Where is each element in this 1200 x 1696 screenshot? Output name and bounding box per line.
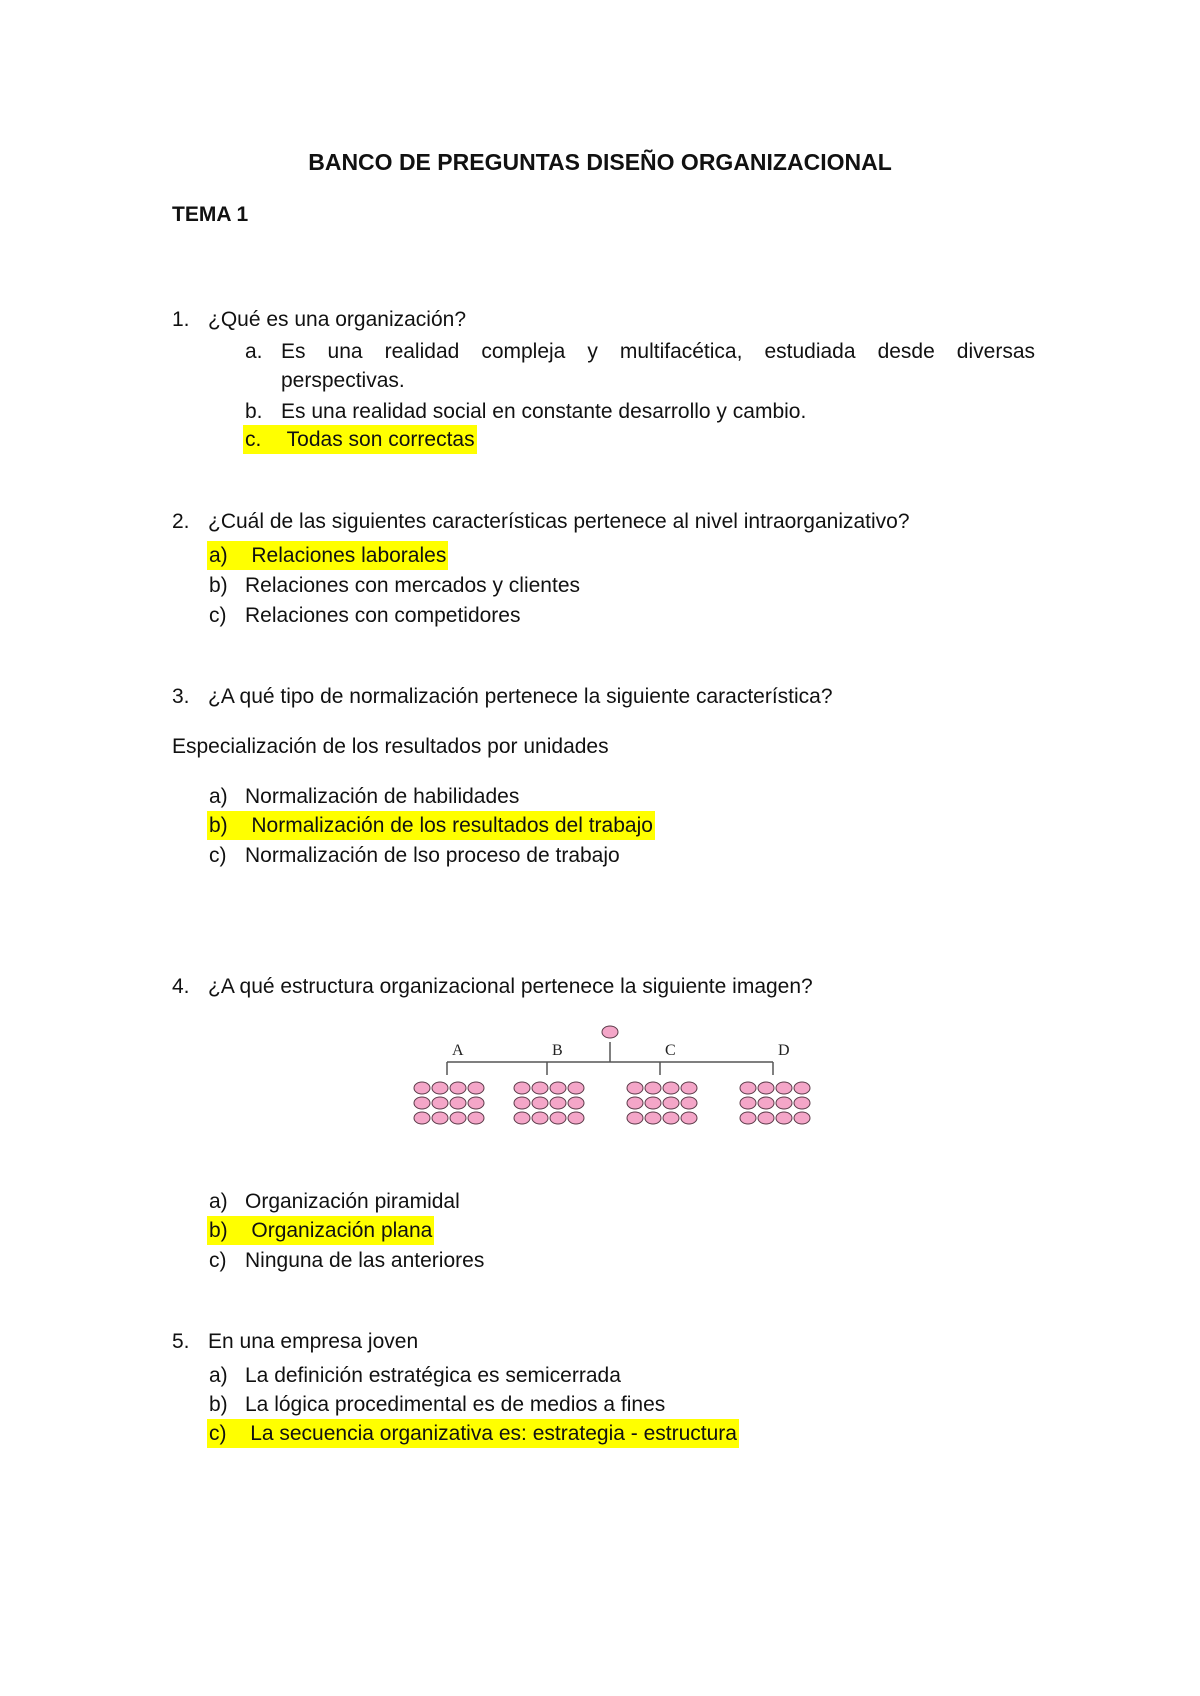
option-label: b) [209, 1219, 228, 1242]
employee-node [645, 1112, 661, 1124]
option-text: Es una realidad social en constante desarrollo y cambio. [281, 400, 807, 423]
employee-node [681, 1097, 697, 1109]
employee-node [514, 1097, 530, 1109]
option-text: Normalización de lso proceso de trabajo [245, 844, 620, 867]
document-title: BANCO DE PREGUNTAS DISEÑO ORGANIZACIONAL [308, 149, 892, 175]
employee-node [550, 1112, 566, 1124]
employee-node [550, 1097, 566, 1109]
branch-label-A: A [452, 1042, 464, 1059]
branch-label-C: C [665, 1042, 676, 1059]
option-text: Relaciones con mercados y clientes [245, 574, 580, 597]
employee-node [414, 1082, 430, 1094]
option-text: Ninguna de las anteriores [245, 1249, 485, 1272]
option-label: a) [209, 544, 228, 567]
question-number: 2. [172, 510, 190, 533]
employee-node [468, 1097, 484, 1109]
employee-node [681, 1082, 697, 1094]
employee-node [627, 1097, 643, 1109]
correct-answer-highlight [207, 541, 448, 570]
question-text: ¿Cuál de las siguientes características pertenece al nivel intraorganizativo? [208, 510, 910, 533]
question-number: 5. [172, 1330, 190, 1353]
section-heading: TEMA 1 [172, 203, 249, 226]
employee-node [663, 1112, 679, 1124]
employee-node [568, 1097, 584, 1109]
employee-node [776, 1112, 792, 1124]
employee-node [740, 1097, 756, 1109]
correct-answer-highlight [243, 425, 477, 454]
option-text: Normalización de habilidades [245, 785, 520, 808]
top-manager-node [602, 1026, 618, 1038]
question-text: ¿Qué es una organización? [208, 308, 466, 331]
employee-node [740, 1082, 756, 1094]
option-text: Organización piramidal [245, 1190, 460, 1213]
employee-node [450, 1082, 466, 1094]
option-label: c) [209, 604, 227, 627]
option-label: b) [209, 574, 228, 597]
question-text: En una empresa joven [208, 1330, 419, 1353]
question-statement: Especialización de los resultados por unidades [172, 735, 609, 758]
employee-node [514, 1112, 530, 1124]
employee-node [794, 1112, 810, 1124]
option-label: b) [209, 814, 228, 837]
option-label: c. [245, 428, 262, 451]
employee-node [663, 1097, 679, 1109]
employee-node [468, 1112, 484, 1124]
option-label: a. [245, 340, 263, 363]
option-label: a) [209, 1364, 228, 1387]
correct-answer-highlight [207, 811, 655, 840]
employee-node [740, 1112, 756, 1124]
employee-node [794, 1082, 810, 1094]
option-label: c) [209, 844, 227, 867]
correct-answer-highlight [207, 1419, 739, 1448]
employee-node [776, 1097, 792, 1109]
option-text: Normalización de los resultados del trabajo [251, 814, 653, 837]
employee-node [794, 1097, 810, 1109]
employee-node [663, 1082, 679, 1094]
option-label: b. [245, 400, 263, 423]
employee-node [432, 1097, 448, 1109]
employee-node [532, 1112, 548, 1124]
branch-label-D: D [778, 1042, 790, 1059]
employee-node [758, 1082, 774, 1094]
option-text: Relaciones laborales [251, 544, 447, 567]
option-text: La secuencia organizativa es: estrategia - estructura [250, 1422, 737, 1445]
employee-node [758, 1112, 774, 1124]
option-text: La definición estratégica es semicerrada [245, 1364, 621, 1387]
correct-answer-highlight [207, 1216, 434, 1245]
option-text: Organización plana [251, 1219, 433, 1242]
employee-node [532, 1097, 548, 1109]
employee-node [568, 1112, 584, 1124]
option-text: Todas son correctas [286, 428, 475, 451]
employee-node [450, 1097, 466, 1109]
option-text: Relaciones con competidores [245, 604, 521, 627]
question-number: 3. [172, 685, 190, 708]
employee-node [468, 1082, 484, 1094]
employee-node [432, 1082, 448, 1094]
employee-node [776, 1082, 792, 1094]
employee-node [550, 1082, 566, 1094]
employee-node [758, 1097, 774, 1109]
employee-node [627, 1112, 643, 1124]
employee-node [645, 1097, 661, 1109]
employee-node [514, 1082, 530, 1094]
employee-node [532, 1082, 548, 1094]
option-text: La lógica procedimental es de medios a fines [245, 1393, 666, 1416]
employee-node [414, 1112, 430, 1124]
option-text: Es una realidad compleja y multifacética, estudiada desde diversas perspectivas. [281, 340, 1035, 392]
org-structure-diagram [395, 1020, 845, 1165]
employee-node [414, 1097, 430, 1109]
option-label: c) [209, 1249, 227, 1272]
option-label: a) [209, 1190, 228, 1213]
employee-node [450, 1112, 466, 1124]
question-text: ¿A qué tipo de normalización pertenece la siguiente característica? [208, 685, 833, 708]
employee-node [432, 1112, 448, 1124]
option-label: b) [209, 1393, 228, 1416]
question-number: 1. [172, 308, 190, 331]
employee-node [568, 1082, 584, 1094]
question-text: ¿A qué estructura organizacional pertenece la siguiente imagen? [208, 975, 813, 998]
branch-label-B: B [552, 1042, 563, 1059]
option-label: c) [209, 1422, 227, 1445]
employee-node [627, 1082, 643, 1094]
employee-node [645, 1082, 661, 1094]
question-number: 4. [172, 975, 190, 998]
option-label: a) [209, 785, 228, 808]
employee-node [681, 1112, 697, 1124]
